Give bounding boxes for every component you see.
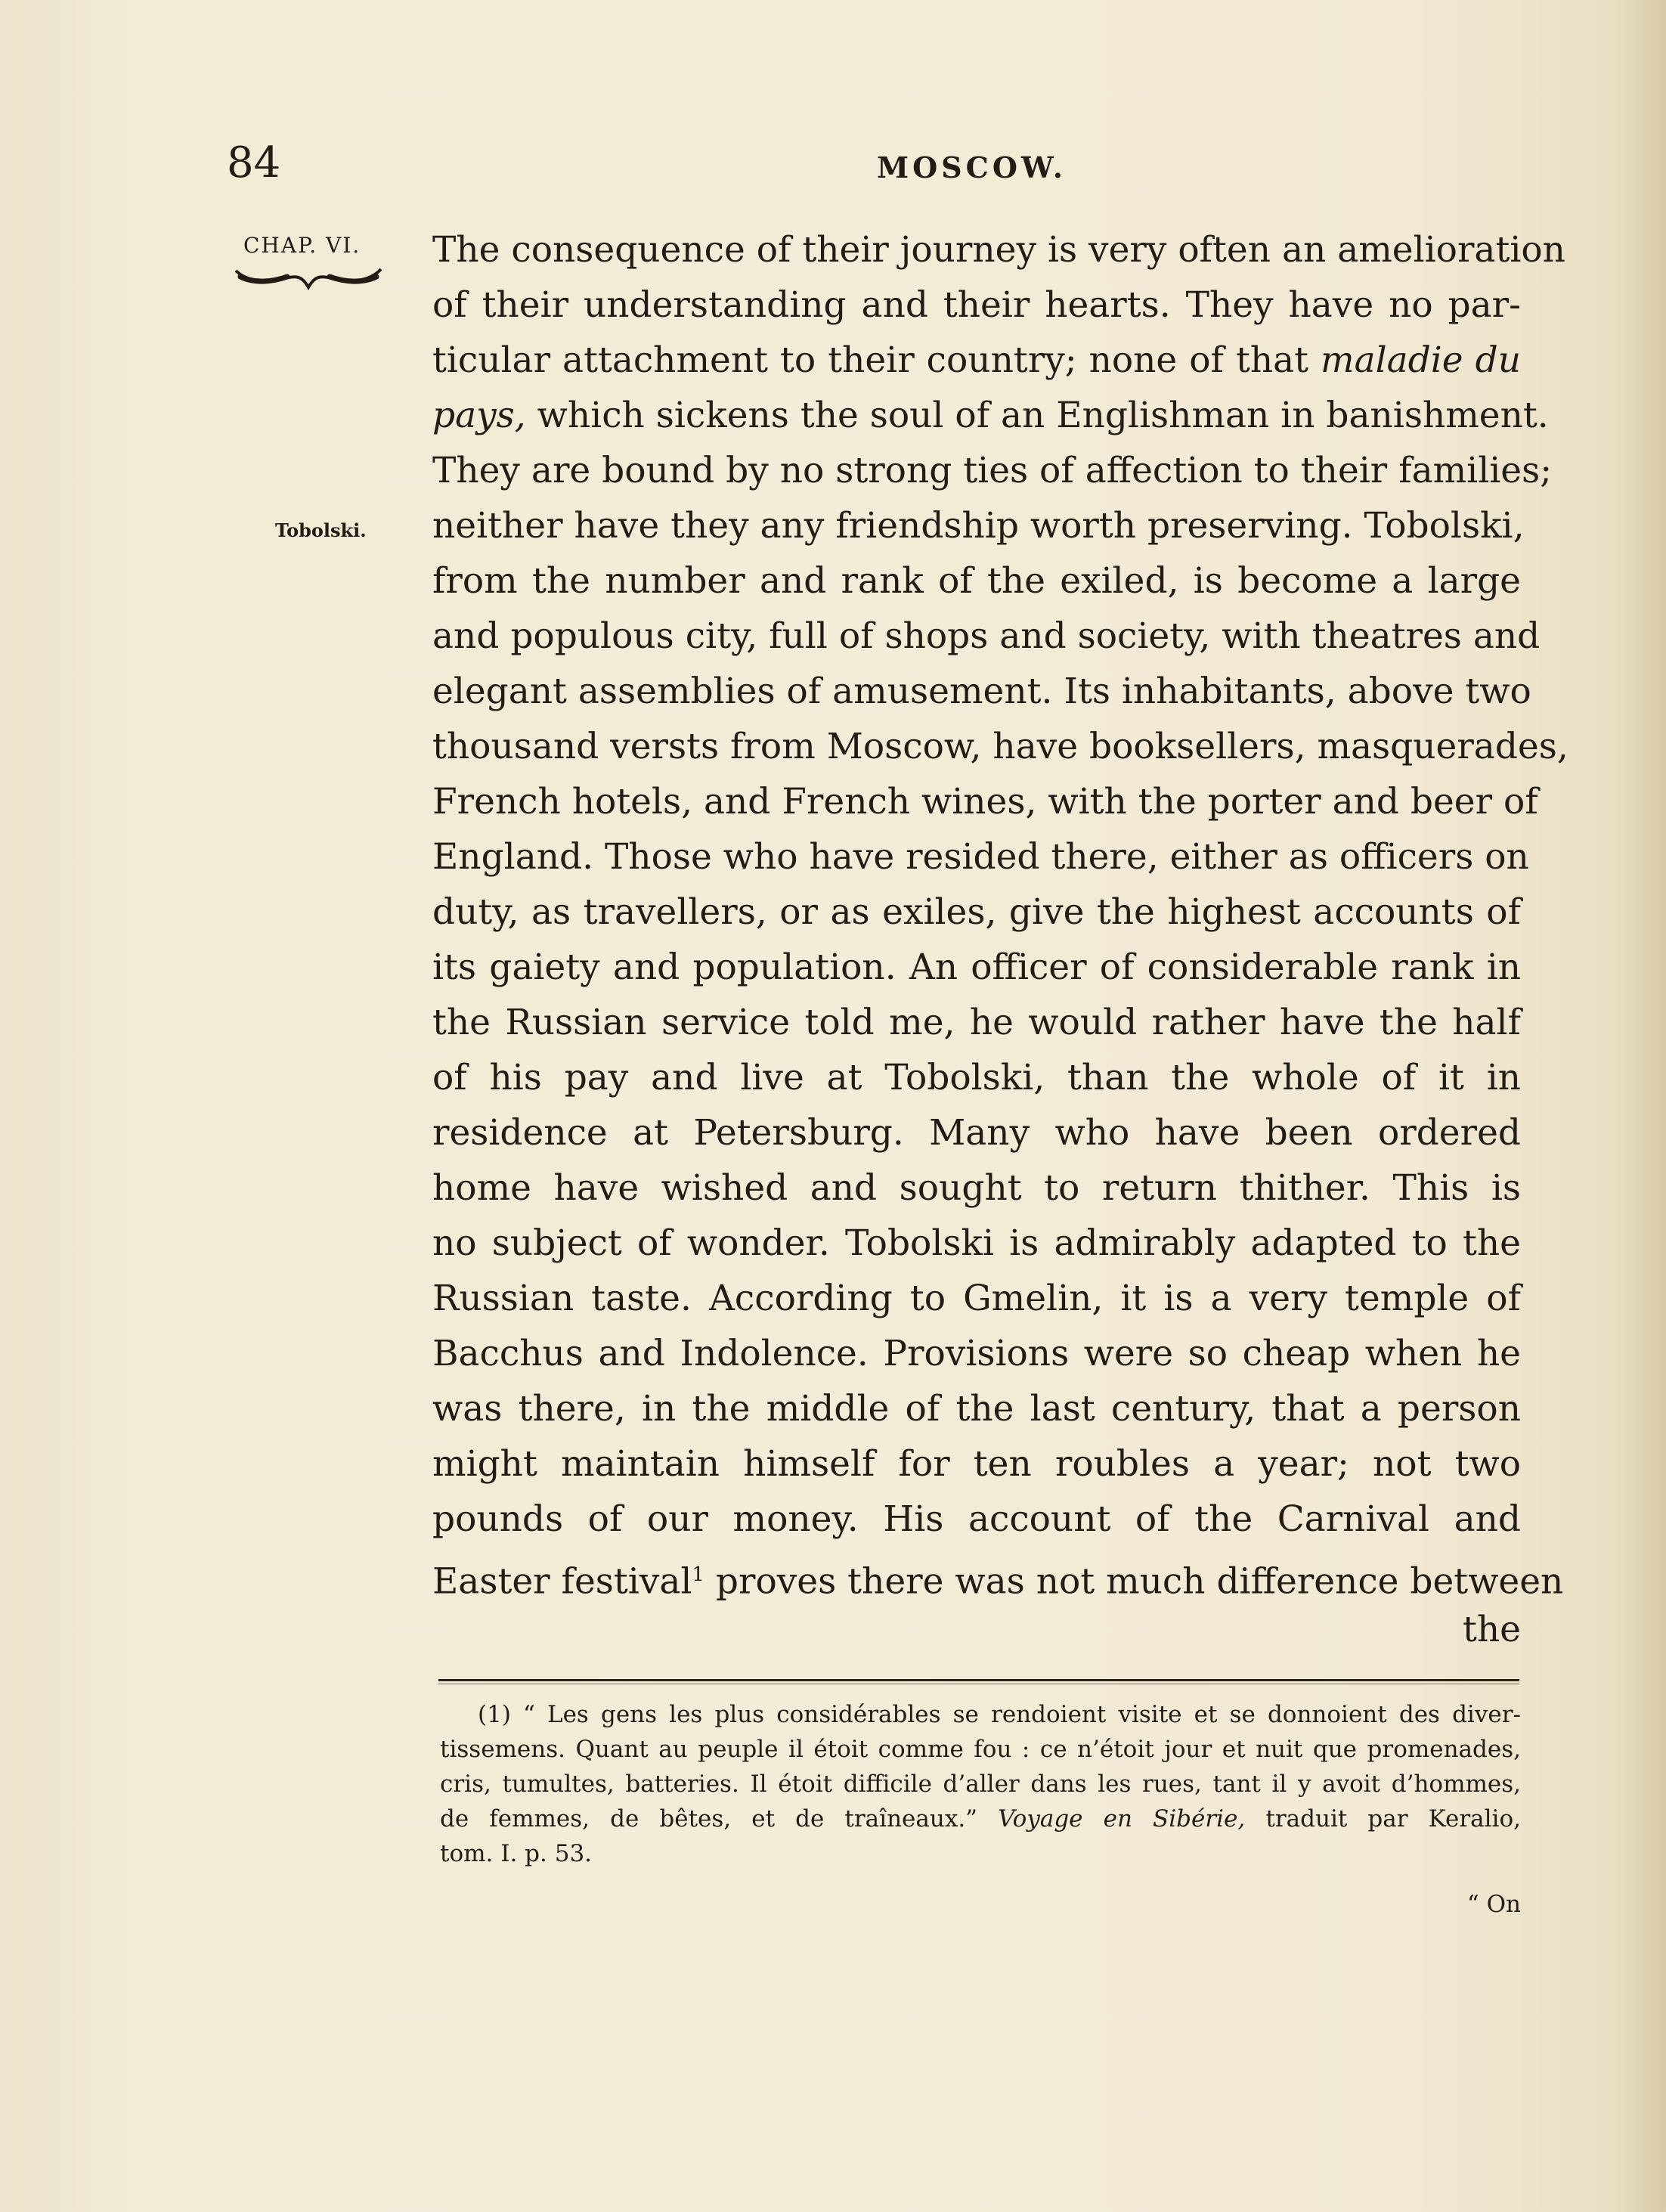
body-line (432, 339, 1521, 382)
body-line: thousand versts from Moscow, have booksellers, masquerades, (432, 726, 1568, 767)
body-line: neither have they any friendship worth preserving. Tobolski, (432, 505, 1525, 547)
chapter-marker: CHAP. VI. (243, 233, 361, 258)
body-line: no subject of wonder. Tobolski is admirably adapted to the (432, 1222, 1521, 1264)
footnote-line: tissemens. Quant au peuple il étoit comme fou : ce n’étoit jour et nuit que promenades, (440, 1736, 1521, 1763)
footnote-rule (438, 1679, 1519, 1681)
italic-title: Voyage en Sibérie, (998, 1805, 1246, 1832)
page-number: 84 (227, 138, 281, 187)
body-line-text: proves there was not much difference between (704, 1560, 1564, 1603)
body-line: its gaiety and population. An officer of considerable rank in (432, 946, 1521, 988)
body-line-text: which sickens the soul of an Englishman in banishment. (525, 395, 1549, 436)
body-line: duty, as travellers, or as exiles, give the highest accounts of (432, 891, 1521, 933)
body-line: might maintain himself for ten roubles a year; not two (432, 1443, 1521, 1485)
body-line: pounds of our money. His account of the Carnival and (432, 1498, 1521, 1540)
body-line: French hotels, and French wines, with the porter and beer of (432, 781, 1538, 823)
body-line: of his pay and live at Tobolski, than the whole of it in (432, 1057, 1521, 1098)
body-line: from the number and rank of the exiled, is become a large (432, 560, 1521, 602)
footnote-line: tom. I. p. 53. (440, 1840, 593, 1867)
body-line-text: Easter festival (432, 1560, 692, 1603)
body-line: residence at Petersburg. Many who have been ordered (432, 1112, 1521, 1154)
footnote-text: traduit par Keralio, (1265, 1805, 1521, 1832)
brace-ornament-icon (233, 266, 384, 296)
footnote-reference: 1 (692, 1563, 704, 1586)
footnote-text: de femmes, de bêtes, et de traîneaux.” (440, 1805, 978, 1832)
footnote-line (440, 1802, 1521, 1836)
body-line: England. Those who have resided there, either as officers on (432, 836, 1529, 878)
body-line (432, 395, 1549, 437)
body-line: elegant assemblies of amusement. Its inhabitants, above two (432, 671, 1531, 712)
italic-phrase: maladie du (1321, 339, 1521, 381)
margin-note-tobolski: Tobolski. (275, 519, 367, 541)
italic-phrase: pays, (432, 395, 526, 436)
body-line-text: ticular attachment to their country; none of that (432, 339, 1309, 381)
body-line: and populous city, full of shops and society, with theatres and (432, 615, 1541, 657)
body-line: of their understanding and their hearts. They have no par- (432, 284, 1521, 326)
footnote-line: (1) “ Les gens les plus considérables se rendoient visite et se donnoient des diver- (478, 1701, 1521, 1728)
page-edge-shadow (1613, 0, 1666, 2212)
body-line: They are bound by no strong ties of affection to their families; (432, 450, 1553, 491)
running-title: MOSCOW. (877, 150, 1067, 184)
catchword: the (1463, 1609, 1521, 1650)
body-line: home have wished and sought to return thither. This is (432, 1167, 1521, 1209)
body-line: the Russian service told me, he would rather have the half (432, 1002, 1521, 1043)
footnote-catchword: “ On (1466, 1891, 1521, 1918)
body-line: Russian taste. According to Gmelin, it is a very temple of (432, 1278, 1521, 1319)
body-line (432, 1554, 1564, 1603)
footnote-line: cris, tumultes, batteries. Il étoit difficile d’aller dans les rues, tant il y avoit d’hommes, (440, 1771, 1521, 1798)
body-line: Bacchus and Indolence. Provisions were so cheap when he (432, 1333, 1521, 1374)
body-line: The consequence of their journey is very often an amelioration (432, 229, 1565, 271)
body-line: was there, in the middle of the last century, that a person (432, 1388, 1521, 1430)
